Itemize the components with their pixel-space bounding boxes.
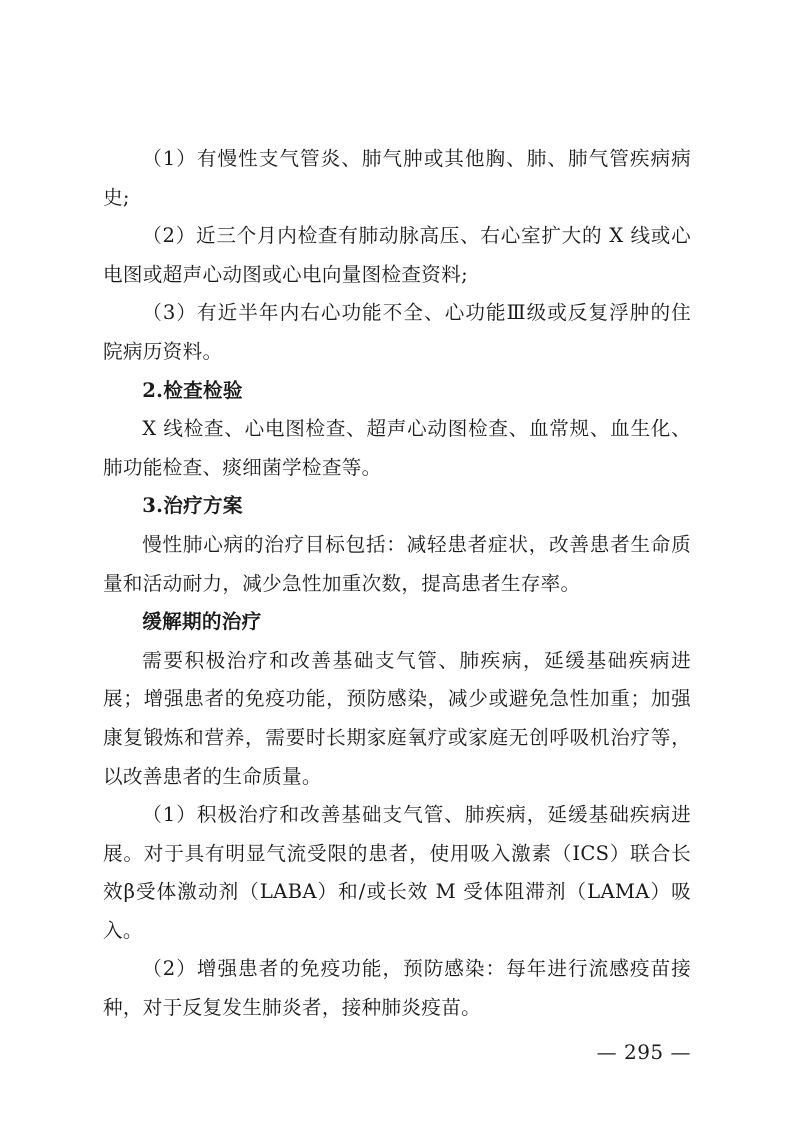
page-number: — 295 — — [596, 1040, 691, 1064]
criterion-1: （1）有慢性支气管炎、肺气肿或其他胸、肺、肺气管疾病病史; — [103, 147, 691, 209]
criterion-3: （3）有近半年内右心功能不全、心功能Ⅲ级或反复浮肿的住院病历资料。 — [103, 301, 691, 363]
remission-item-1: （1）积极治疗和改善基础支气管、肺疾病，延缓基础疾病进展。对于具有明显气流受限的患者，使用吸入激素（ICS）联合长效β受体激动剂（LABA）和/或长效 M 受体阻滞剂（LAMA）吸入。 — [103, 803, 691, 942]
section-3-heading: 3.治疗方案 — [142, 494, 243, 518]
remission-overview: 需要积极治疗和改善基础支气管、肺疾病，延缓基础疾病进展；增强患者的免疫功能，预防感染，减少或避免急性加重；加强康复锻炼和营养，需要时长期家庭氧疗或家庭无创呼吸机治疗等，以改善患者的生命质量。 — [103, 648, 691, 788]
document-body — [103, 140, 691, 1028]
remission-heading: 缓解期的治疗 — [142, 610, 262, 634]
exam-list: X 线检查、心电图检查、超声心动图检查、血常规、血生化、肺功能检查、痰细菌学检查等。 — [103, 417, 691, 479]
treatment-goals: 慢性肺心病的治疗目标包括：减轻患者症状，改善患者生命质量和活动耐力，减少急性加重次数，提高患者生存率。 — [103, 532, 691, 595]
section-2-heading: 2.检查检验 — [142, 378, 243, 402]
remission-item-2: （2）增强患者的免疫功能，预防感染：每年进行流感疫苗接种，对于反复发生肺炎者，接种肺炎疫苗。 — [103, 957, 691, 1020]
criterion-2: （2）近三个月内检查有肺动脉高压、右心室扩大的 X 线或心电图或超声心动图或心电向量图检查资料; — [103, 224, 691, 286]
